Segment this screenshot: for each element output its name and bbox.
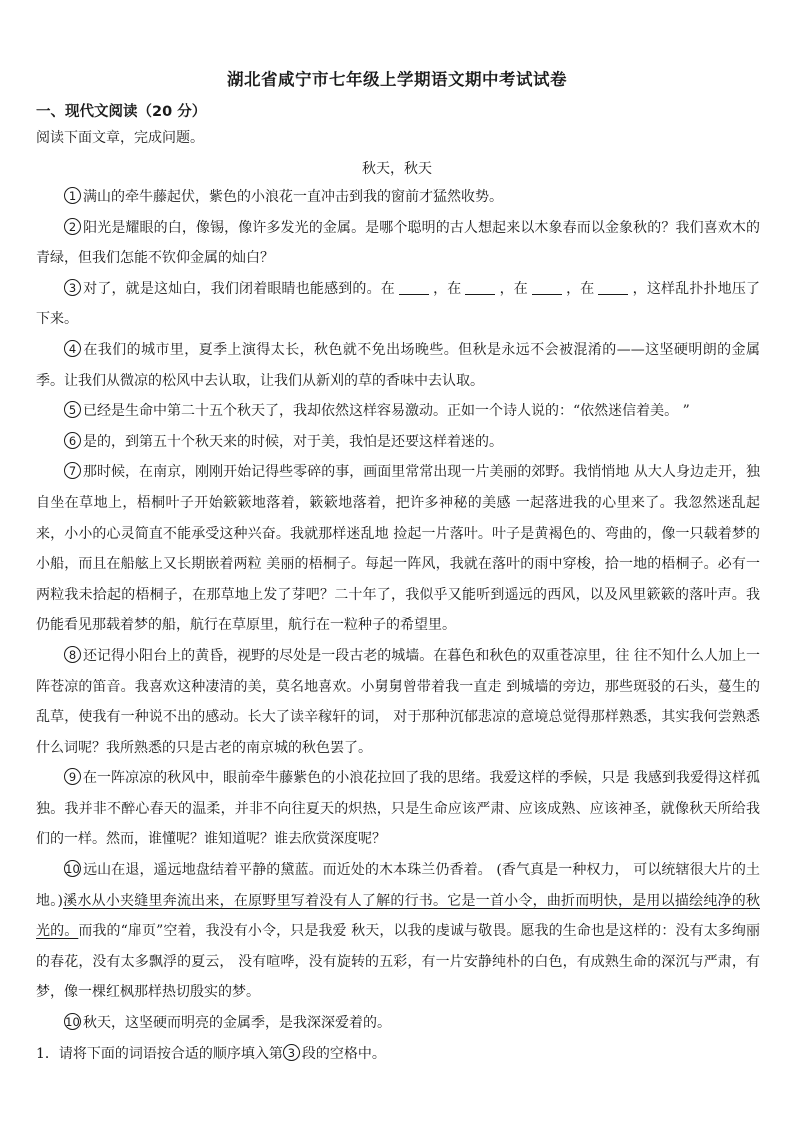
paragraph-3 [36, 274, 760, 335]
paragraph-text: 那时候，在南京，刚刚开始记得些零碎的事，画面里常常出现一片美丽的郊野。我悄悄地 从大人身边走开，独自坐在草地上，梧桐叶子开始簌簌地落着，簌簌地落着，把许多神秘的美感 一起落进我的心里来了。我忽然迷乱起来，小小的心灵简直不能承受这种兴奋。我就那样迷乱地 捡起一片落叶。叶子是黄褐色的、弯曲的，像一只载着梦的小船，而且在船舷上又长期嵌着两粒 美丽的梧桐子。每起一阵风，我就在落叶的雨中穿梭，拾一地的梧桐子。必有一两粒我未拾起的梧桐子，在那草地上发了芽吧？二十年了，我似乎又能听到遥远的西风，以及风里簌簌的落叶声。我仍能看见那载着梦的船，航行在草原里，航行在一粒种子的希望里。 [36, 464, 760, 634]
paragraph-10 [36, 855, 760, 1008]
paragraph-number: 8 [64, 646, 81, 663]
underlined-sentence: 溪水从小夹缝里奔流出来，在原野里写着没有人了解的行书。它是一首小令，曲折而明快，是用以描绘纯净的秋光的。 [36, 892, 760, 940]
paragraph-9 [36, 763, 760, 855]
paragraph-number: 10 [65, 1015, 80, 1030]
paragraph-text: 在我们的城市里，夏季上演得太长，秋色就不免出场晚些。但秋是永远不会被混淆的——这坚硬明朗的金属季。让我们从微凉的松风中去认取，让我们从新刈的草的香味中去认取。 [36, 341, 760, 389]
paragraph-8 [36, 641, 760, 763]
paragraph-text: ，这样乱扑扑地压了下来。 [36, 280, 761, 328]
paragraph-number: 4 [64, 340, 81, 357]
paragraph-text: 远山在退，遥远地盘结着平静的黛蓝。而近处的木本珠兰仍香着。 (香气真是一种权力， 可以统辖很大片的土地。) [36, 862, 760, 909]
paragraph-5 [36, 396, 760, 427]
paragraph-2 [36, 213, 760, 274]
paragraph-text: 已经是生命中第二十五个秋天了，我却依然这样容易激动。正如一个诗人说的：“依然迷信着美。 ” [83, 403, 690, 420]
paragraph-number: 6 [64, 432, 81, 449]
paragraph-text: 在一阵凉凉的秋风中，眼前牵牛藤紫色的小浪花拉回了我的思绪。我爱这样的季候，只是 我感到我爱得这样孤独。我并非不醉心春天的温柔，并非不向往夏天的炽热，只是生命应该严肃、应该成熟、应该神圣，就像秋天所给我们的一样。然而，谁懂呢？谁知道呢？谁去欣赏深度呢？ [36, 770, 760, 848]
paragraph-number: 7 [64, 462, 81, 479]
paragraph-number: 2 [64, 218, 81, 235]
fill-blank-2[interactable] [465, 280, 495, 295]
question-text: 1．请将下面的词语按合适的顺序填入第 [36, 1045, 283, 1062]
paragraph-text: 秋天，这坚硬而明亮的金属季，是我深深爱着的。 [83, 1015, 391, 1032]
paragraph-text: 对了，就是这灿白，我们闭着眼睛也能感到的。在 [83, 280, 395, 297]
exam-title: 湖北省咸宁市七年级上学期语文期中考试试卷 [227, 70, 567, 89]
paragraph-text: ，在 [432, 280, 462, 297]
paragraph-1 [36, 182, 760, 213]
fill-blank-3[interactable] [532, 280, 562, 295]
passage-title: 秋天，秋天 [362, 161, 432, 177]
paragraph-text: 是的，到第五十个秋天来的时候，对于美，我怕是还要这样着迷的。 [83, 433, 503, 450]
reading-instruction: 阅读下面文章，完成问题。 [36, 130, 204, 146]
paragraph-text: ，在 [565, 280, 595, 297]
paragraph-7 [36, 457, 760, 641]
section-heading: 一、现代文阅读（20 分） [36, 104, 207, 120]
paragraph-text: ，在 [499, 280, 528, 297]
paragraph-number: 1 [64, 187, 81, 204]
question-text: 段的空格中。 [301, 1045, 386, 1062]
paragraph-text: 阳光是耀眼的白，像锡，像许多发光的金属。是哪个聪明的古人想起来以木象春而以金象秋的？我们喜欢木的青绿，但我们怎能不钦仰金属的灿白？ [36, 219, 760, 267]
paragraph-text: 满山的牵牛藤起伏，紫色的小浪花一直冲击到我的窗前才猛然收势。 [83, 189, 503, 205]
paragraph-6 [36, 427, 760, 458]
paragraph-number: 10 [65, 862, 80, 877]
paragraph-number: 9 [64, 768, 81, 785]
paragraph-text: 而我的“扉页”空着，我没有小令，只是我爱 秋天，以我的虔诚与敬畏。愿我的生命也是这样的：没有太多绚丽的春花，没有太多飘浮的夏云， 没有喧哗，没有旋转的五彩，有一片安静纯朴的白色，有成熟生命的深沉与严肃，有梦，像一棵红枫那样热切殷实的梦。 [36, 923, 761, 1001]
question-1 [36, 1039, 760, 1070]
paragraph-text: 还记得小阳台上的黄昏，视野的尽处是一段古老的城墙。在暮色和秋色的双重苍凉里，往 往不知什么人加上一阵苍凉的笛音。我喜欢这种凄清的美，莫名地喜欢。小舅舅曾带着我一直走 到城墙的旁边，那些斑驳的石头，蔓生的乱草，使我有一种说不出的感动。长大了读辛稼轩的词， 对于那种沉郁悲凉的意境总觉得那样熟悉，其实我何尝熟悉什么词呢？我所熟悉的只是古老的南京城的秋色罢了。 [36, 647, 760, 756]
paragraph-11 [36, 1008, 760, 1039]
passage-body [36, 182, 760, 1069]
paragraph-number: 3 [64, 279, 81, 296]
paragraph-number: 3 [283, 1044, 300, 1061]
paragraph-number: 5 [64, 401, 81, 418]
fill-blank-1[interactable] [399, 280, 429, 295]
fill-blank-4[interactable] [598, 280, 628, 295]
paragraph-4 [36, 335, 760, 396]
